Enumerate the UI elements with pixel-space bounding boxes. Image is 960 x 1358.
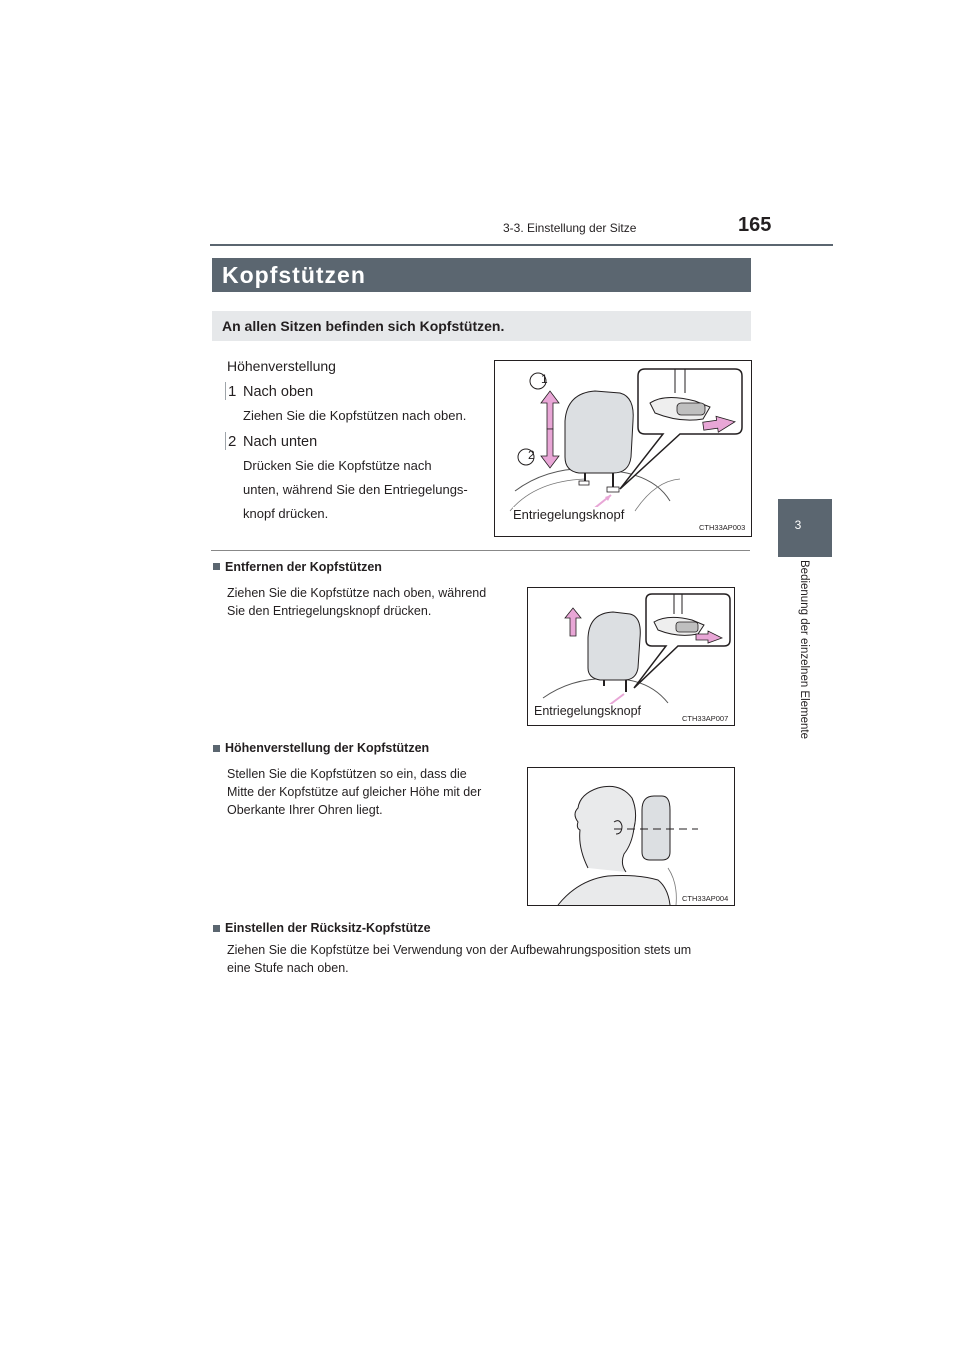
rear-heading: Einstellen der Rücksitz-Kopfstütze (225, 921, 431, 935)
step1-label: Nach oben (243, 384, 314, 400)
chapter-number: 3 (794, 518, 802, 532)
page-title: Kopfstützen (222, 262, 366, 288)
step2-marker (225, 432, 226, 450)
chapter-tab (778, 499, 832, 557)
rear-text-line: Ziehen Sie die Kopfstütze bei Verwendung von der Aufbewahrungsposition stets um (227, 943, 692, 957)
figure-height-setting (527, 767, 735, 906)
page-subtitle: An allen Sitzen befinden sich Kopfstützen. (222, 318, 505, 334)
section-header: 3-3. Einstellung der Sitze (503, 221, 637, 235)
step2-text-line: knopf drücken. (243, 506, 329, 521)
rear-text-line: eine Stufe nach oben. (227, 961, 349, 975)
step1-marker (225, 382, 226, 400)
step2-label: Nach unten (243, 434, 318, 450)
head-position-illustration (528, 768, 734, 905)
step2-text-line: Drücken Sie die Kopfstütze nach (243, 458, 432, 473)
step2-text-line: unten, während Sie den Entriegelungs- (243, 482, 468, 497)
release-button-label: Entriegelungsknopf (534, 704, 642, 718)
bullet-square (213, 745, 220, 752)
height-setting-text-line: Oberkante Ihrer Ohren liegt. (227, 803, 383, 817)
remove-text-line: Sie den Entriegelungsknopf drücken. (227, 604, 432, 618)
section-divider (211, 550, 750, 551)
step2-number: 2 (228, 433, 237, 450)
figure-remove (527, 587, 735, 726)
chapter-label: Bedienung der einzelnen Elemente (798, 560, 810, 740)
figure-code: CTH33AP004 (682, 894, 729, 903)
figure-code: CTH33AP007 (682, 714, 729, 723)
height-setting-text-line: Mitte der Kopfstütze auf gleicher Höhe mit der (227, 785, 482, 799)
callout-2: 2 (528, 448, 535, 462)
remove-text-line: Ziehen Sie die Kopfstütze nach oben, während (227, 586, 487, 600)
step1-text: Ziehen Sie die Kopfstützen nach oben. (243, 408, 467, 423)
release-button-label: Entriegelungsknopf (513, 507, 625, 522)
step1-number: 1 (228, 383, 237, 400)
height-setting-text-line: Stellen Sie die Kopfstützen so ein, dass die (227, 767, 467, 781)
figure-code: CTH33AP003 (699, 523, 746, 532)
figure-height-adjust (494, 360, 752, 537)
remove-heading: Entfernen der Kopfstützen (225, 560, 382, 574)
height-adjust-heading: Höhenverstellung (227, 358, 336, 374)
header-rule (210, 244, 833, 246)
bullet-square (213, 925, 220, 932)
page-number: 165 (738, 214, 772, 236)
callout-1: 1 (541, 372, 548, 386)
bullet-square (213, 563, 220, 570)
height-setting-heading: Höhenverstellung der Kopfstützen (225, 741, 430, 755)
